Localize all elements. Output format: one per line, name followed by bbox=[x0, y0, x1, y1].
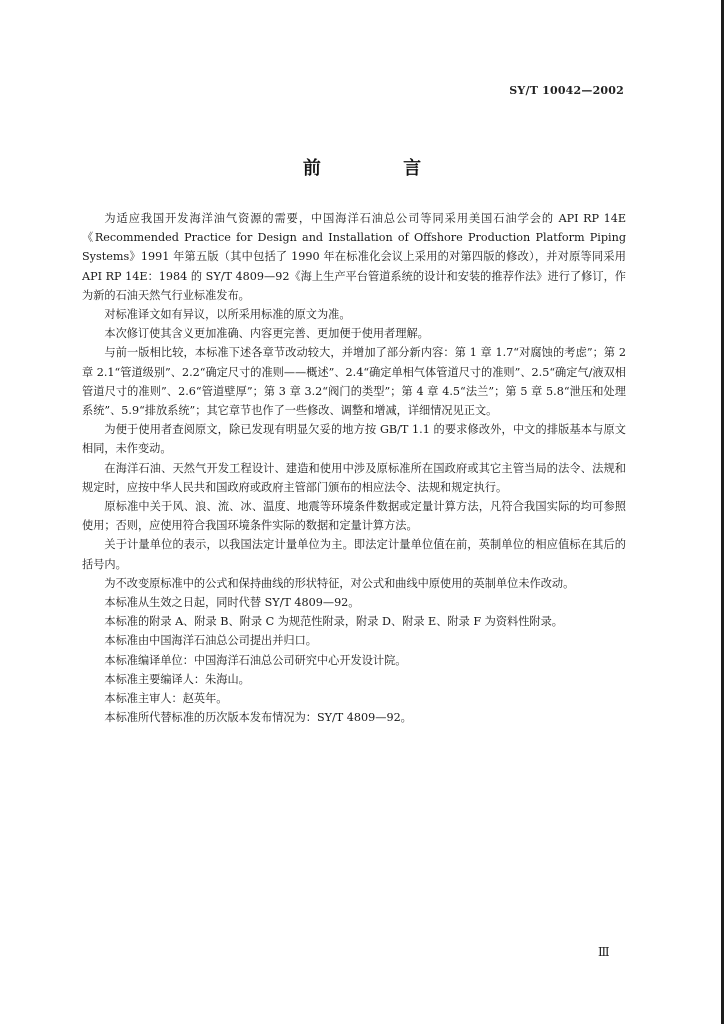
paragraph: 本标准主要编译人：朱海山。 bbox=[104, 672, 250, 686]
paragraph: 本标准所代替标准的历次版本发布情况为：SY/T 4809—92。 bbox=[104, 711, 412, 725]
paragraph: 为不改变原标准中的公式和保持曲线的形状特征，对公式和曲线中原使用的英制单位未作改动。 bbox=[104, 576, 575, 590]
paragraph: 本标准编译单位：中国海洋石油总公司研究中心开发设计院。 bbox=[104, 653, 407, 667]
paragraph: 关于计量单位的表示，以我国法定计量单位为主。即法定计量单位值在前，英制单位的相应值标在其后的括号内。 bbox=[82, 538, 626, 571]
paragraph: 原标准中关于风、浪、流、冰、温度、地震等环境条件数据或定量计算方法，凡符合我国实际的均可参照使用；否则，应使用符合我国环境条件实际的数据和定量计算方法。 bbox=[82, 500, 626, 533]
paragraph: 本标准从生效之日起，同时代替 SY/T 4809—92。 bbox=[104, 596, 360, 610]
paragraph: 对标准译文如有异议，以所采用标准的原文为准。 bbox=[104, 308, 351, 322]
paragraph: 在海洋石油、天然气开发工程设计、建造和使用中涉及原标准所在国政府或其它主管当局的法令、法规和规定时，应按中华人民共和国政府或政府主管部门颁布的相应法令、法规和规定执行。 bbox=[82, 461, 626, 494]
foreword-body bbox=[82, 209, 626, 727]
page-number: Ⅲ bbox=[598, 945, 610, 959]
paragraph: 本标准主审人：赵英年。 bbox=[104, 692, 228, 706]
paragraph: 本标准的附录 A、附录 B、附录 C 为规范性附录，附录 D、附录 E、附录 F 为资料性附录。 bbox=[104, 615, 563, 629]
paragraph: 为便于使用者查阅原文，除已发现有明显欠妥的地方按 GB/T 1.1 的要求修改外，中文的排版基本与原文相同，未作变动。 bbox=[82, 423, 626, 456]
paragraph: 为适应我国开发海洋油气资源的需要，中国海洋石油总公司等同采用美国石油学会的 API RP 14E《Recommended Practice for Design and Installation of Offshore Production Platform Piping Systems》1991 年第五版（其中包括了 1990 年在标准化会议上采用的对第四版的修改），并对原等同采用 API RP 14E：1984 的 SY/T 4809—92《海上生产平台管道系统的设计和安装的推荐作法》进行了修订，作为新的石油天然气行业标准发布。 bbox=[82, 212, 626, 302]
document-code: SY/T 10042—2002 bbox=[509, 84, 624, 97]
paragraph: 本标准由中国海洋石油总公司提出并归口。 bbox=[104, 634, 317, 648]
paragraph: 本次修订使其含义更加准确、内容更完善、更加便于使用者理解。 bbox=[104, 327, 429, 341]
paragraph: 与前一版相比较，本标准下述各章节改动较大，并增加了部分新内容：第 1 章 1.7“对腐蚀的考虑”；第 2 章 2.1“管道级别”、2.2“确定尺寸的准则——概述”、2.4“确定单相气体管道尺寸的准则”、2.5“确定气/液双相管道尺寸的准则”、2.6“管道壁厚”；第 3 章 3.2“阀门的类型”；第 4 章 4.5“法兰”；第 5 章 5.8“泄压和处理系统”、5.9“排放系统”；其它章节也作了一些修改、调整和增减，详细情况见正文。 bbox=[82, 346, 626, 418]
page-title: 前 言 bbox=[302, 158, 460, 179]
